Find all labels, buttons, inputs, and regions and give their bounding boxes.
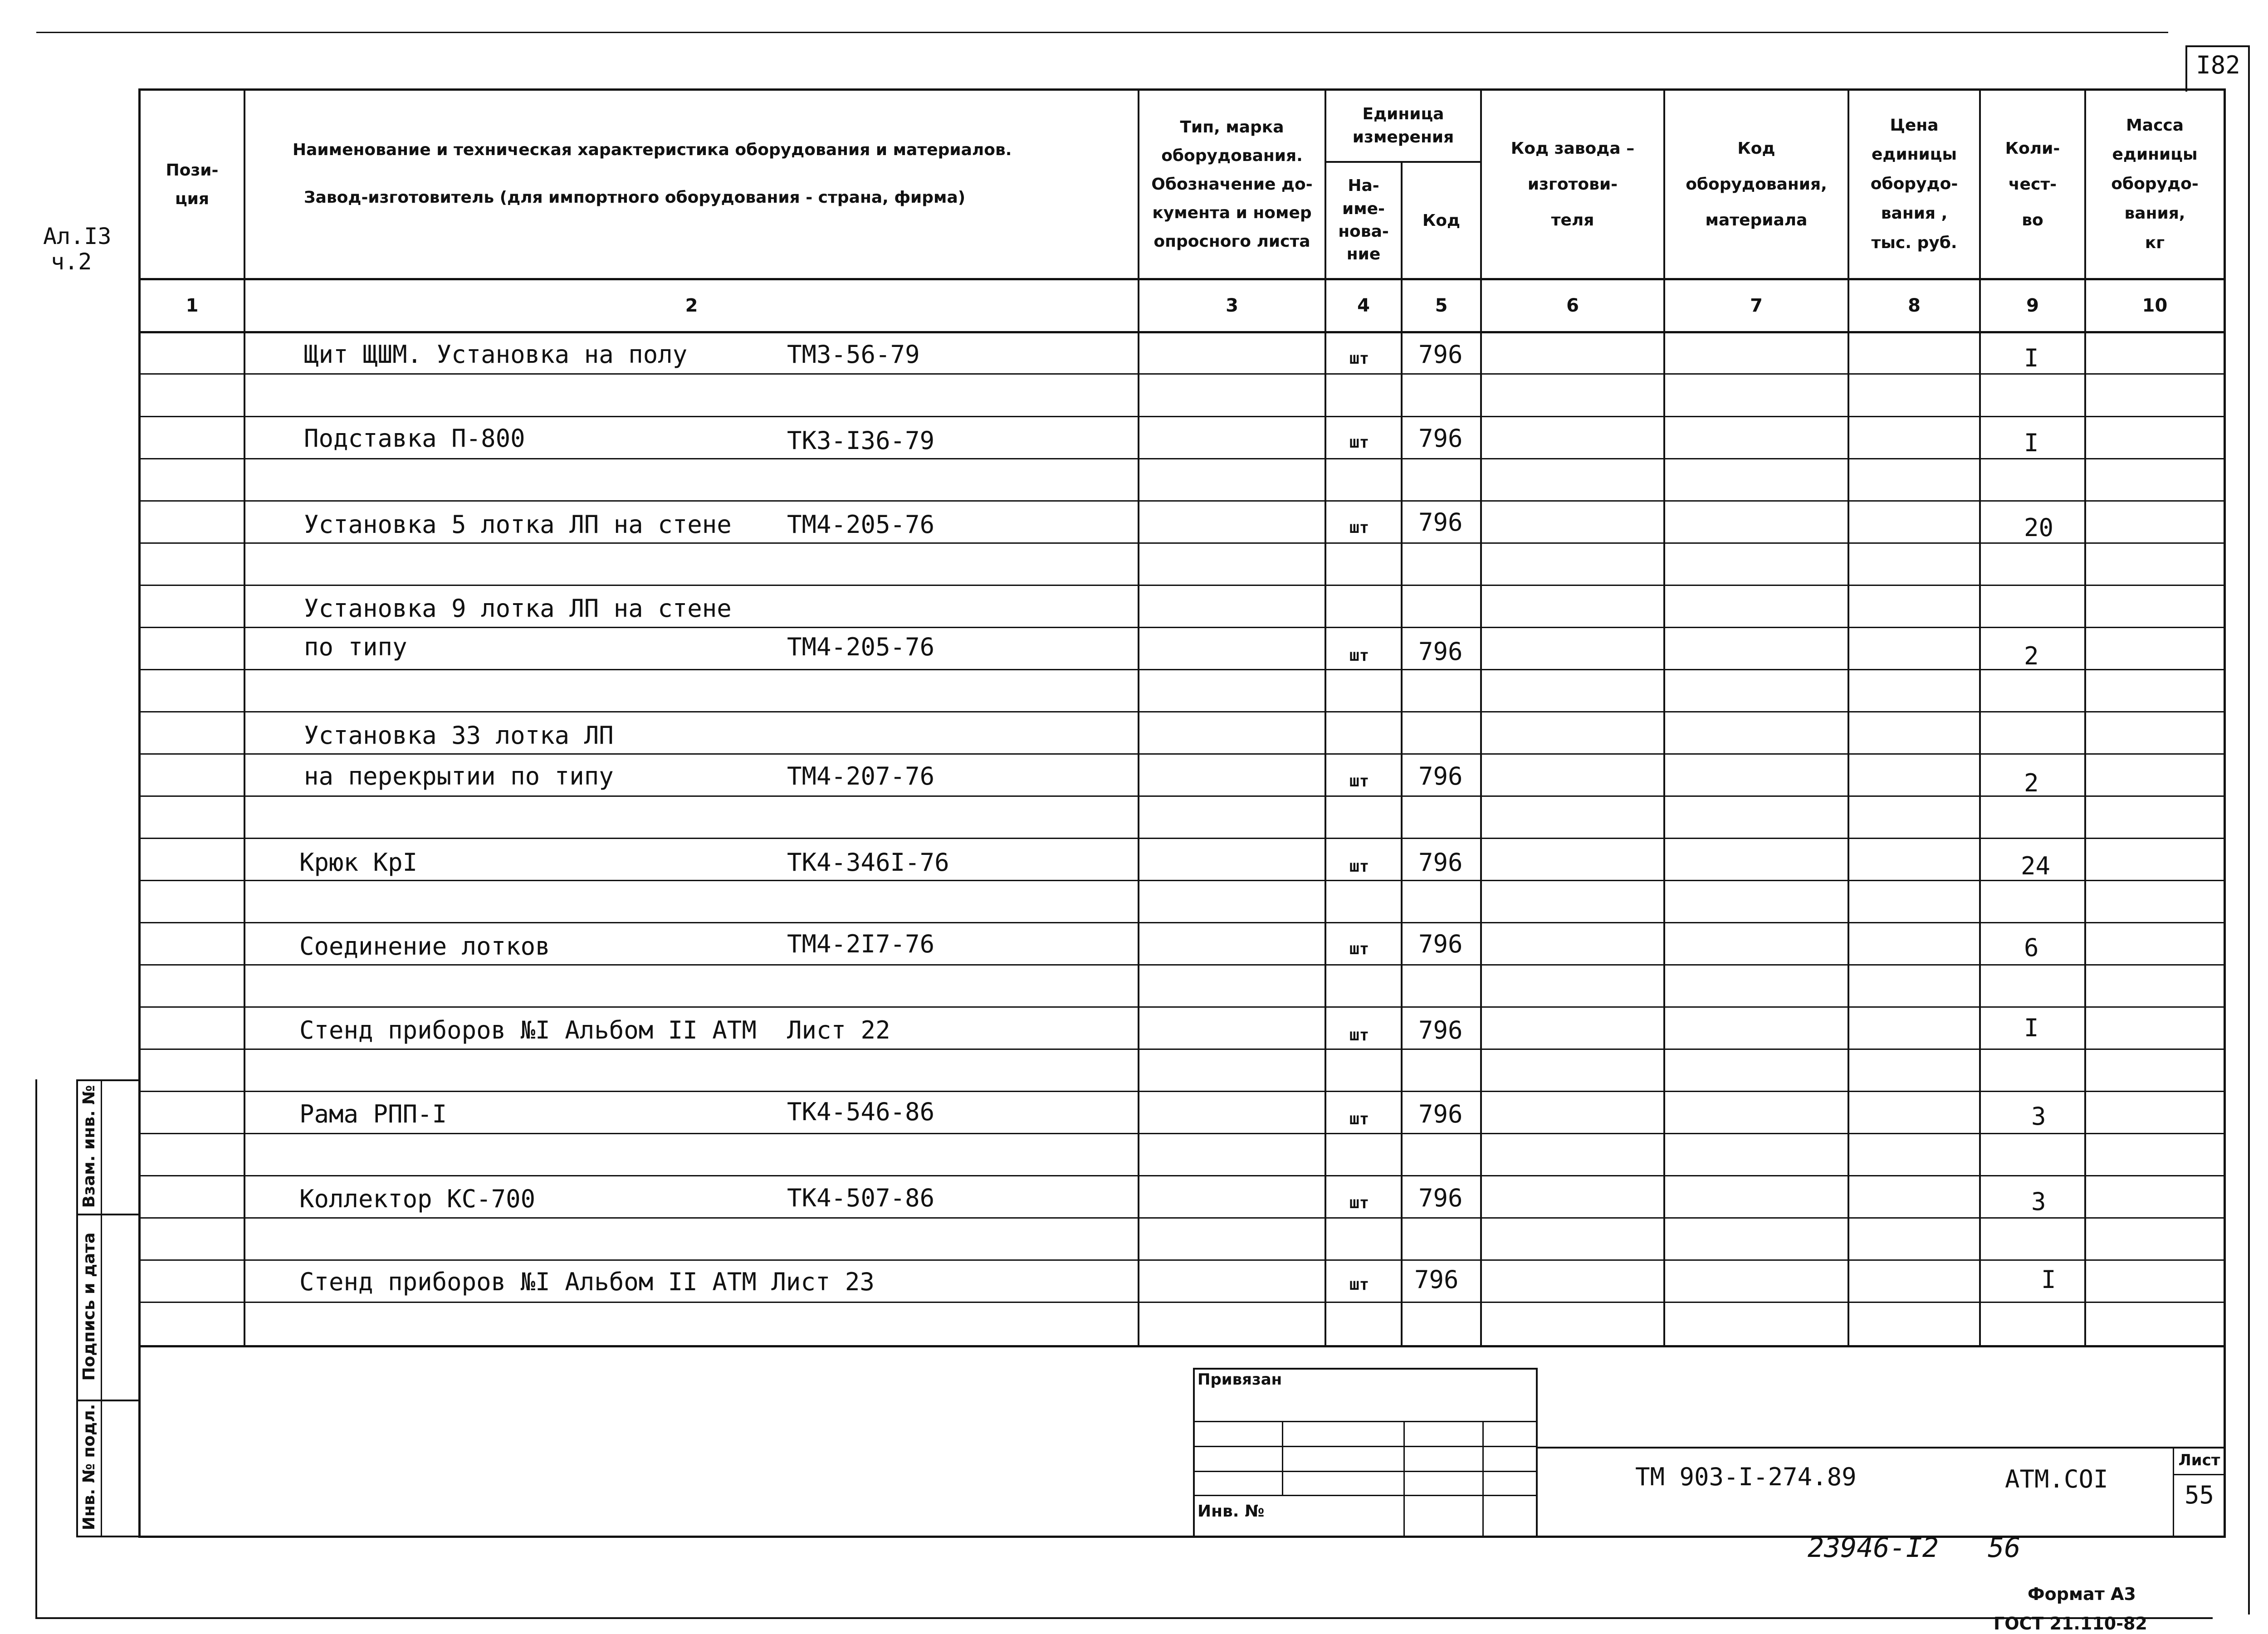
item-unit: шт [1349,1110,1369,1128]
item-unit: шт [1349,518,1369,537]
header-name-line1: Наименование и техническая характеристика оборудования и материалов. [293,140,1012,159]
header-factory-code: Код завода – изготови- теля [1510,139,1635,230]
top-trim-line [36,32,2168,33]
format-label: Формат А3 [2028,1584,2136,1604]
item-qty: 2 [2024,642,2039,670]
item-qty: I [2041,1265,2056,1294]
item-name: Щит ЩШМ. Установка на полу [304,340,688,369]
item-name: Коллектор КС-700 [299,1185,536,1213]
colnum-4: 4 [1357,295,1370,316]
item-unit: шт [1349,1194,1369,1212]
item-unit: шт [1349,857,1369,876]
item-unit: шт [1349,349,1369,368]
item-code: 796 [1418,340,1463,369]
header-price: Цена единицы оборудо- вания , тыс. руб. [1870,116,1958,252]
table-right-line [2224,88,2226,1537]
item-qty: 6 [2024,933,2039,962]
item-code: 796 [1418,424,1463,453]
header-name-line2: Завод-изготовитель (для импортного оборудования - страна, фирма) [304,188,966,207]
item-qty: 3 [2031,1187,2046,1216]
item-qty: I [2024,344,2039,372]
item-doc: ТК4-346I-76 [787,848,949,877]
item-code: 796 [1418,1184,1463,1212]
colnum-2: 2 [685,295,698,316]
item-qty: 20 [2024,513,2054,542]
side-label-album: Ал.I3 [43,223,112,249]
colnum-9: 9 [2026,295,2039,316]
item-code: 796 [1414,1265,1459,1294]
header-type: Тип, марка оборудования. Обозначение до- кумента и номер опросного листа [1151,118,1313,251]
item-name: Установка 33 лотка ЛП [304,721,614,750]
colnum-7: 7 [1750,295,1763,316]
header-position: Пози- ция [166,161,219,208]
header-mass: Масса единицы оборудо- вания, кг [2111,116,2199,252]
document-set-code: АТМ.СОI [2005,1465,2108,1493]
gost-label: ГОСТ 21.110-82 [1994,1614,2147,1634]
item-doc: ТМ4-205-76 [787,510,935,539]
colnum-10: 10 [2142,295,2168,316]
item-qty: I [2024,1014,2039,1042]
item-name: Подставка П-800 [304,424,525,453]
side-stamp-original-inv: Инв. № подл. [80,1404,98,1531]
item-unit: шт [1349,1275,1369,1294]
outer-right-line [2248,45,2250,1614]
outer-left-line [35,1079,37,1619]
item-name: Стенд приборов №I Альбом II АТМ [299,1016,757,1044]
side-stamp-replace-inv: Взам. инв. № [80,1085,98,1208]
item-code: 796 [1418,508,1463,537]
colnum-3: 3 [1226,295,1238,316]
item-doc: ТМ4-207-76 [787,762,935,790]
item-name: Крюк КрI [299,848,418,877]
item-qty: 24 [2021,852,2051,880]
outer-bottom-line [35,1617,2213,1619]
item-unit: шт [1349,772,1369,790]
header-quantity: Коли- чест- во [2005,139,2060,230]
item-name: Установка 5 лотка ЛП на стене [304,510,732,539]
inv-label: Инв. № [1198,1502,1265,1521]
item-name: Соединение лотков [299,932,550,961]
item-name: Рама РПП-I [299,1100,447,1128]
item-name-cont: по типу [304,633,407,661]
colnum-8: 8 [1908,295,1921,316]
header-unit-name: На- име- нова- ние [1338,176,1389,264]
item-doc: ТК4-507-86 [787,1184,935,1212]
sheet-value: 55 [2184,1481,2214,1509]
item-unit: шт [1349,1026,1369,1044]
item-code: 796 [1418,930,1463,958]
item-unit: шт [1349,646,1369,665]
header-equipment-code: Код оборудования, материала [1686,139,1827,230]
item-qty: 2 [2024,769,2039,797]
item-doc: ТМЗ-56-79 [787,340,920,369]
sheet-number: I82 [2196,51,2240,79]
item-code: 796 [1418,1016,1463,1044]
item-doc: ТМ4-205-76 [787,633,935,661]
item-name-cont: на перекрытии по типу [304,762,614,790]
item-doc: Лист 22 [787,1016,890,1044]
body-bottom-line [138,1345,2226,1347]
item-name: Установка 9 лотка ЛП на стене [304,594,732,623]
sheet-label: Лист [2178,1451,2220,1469]
colnum-bottom-line [138,331,2226,333]
handwritten-note: 23946-I2 56 [1808,1532,2021,1564]
item-name: Стенд приборов №I Альбом II АТМ Лист 23 [299,1268,875,1296]
colnum-1: 1 [186,295,199,316]
document-designation: ТМ 903-I-274.89 [1635,1463,1857,1491]
item-unit: шт [1349,433,1369,452]
item-doc: ТК4-546-86 [787,1097,935,1126]
colnum-5: 5 [1435,295,1448,316]
header-unit: Единица измерения [1352,105,1454,146]
item-code: 796 [1418,848,1463,877]
item-qty: 3 [2031,1102,2046,1131]
attached-label: Привязан [1198,1371,1282,1389]
colnum-6: 6 [1566,295,1579,316]
header-unit-code: Код [1422,211,1461,230]
item-doc: ТМ4-2I7-76 [787,930,935,958]
item-code: 796 [1418,762,1463,790]
item-code: 796 [1418,637,1463,666]
item-code: 796 [1418,1100,1463,1128]
side-label-part: ч.2 [51,249,92,275]
side-stamp-signature-date: Подпись и дата [80,1232,98,1381]
item-qty: I [2024,429,2039,457]
item-doc: ТКЗ-I36-79 [787,426,935,455]
item-unit: шт [1349,940,1369,958]
